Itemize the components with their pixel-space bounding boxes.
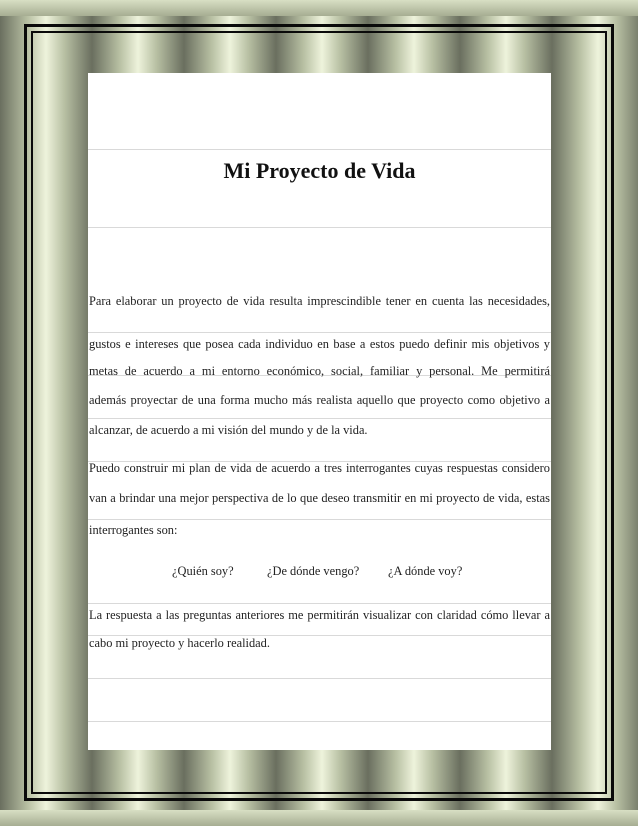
- ruled-line: [88, 678, 551, 679]
- bottom-band: [0, 810, 638, 826]
- question-where-to: ¿A dónde voy?: [388, 564, 463, 578]
- document-page: [88, 73, 551, 750]
- paragraph-1-line: Para elaborar un proyecto de vida resulta imprescindible tener en cuenta las necesidades,: [89, 294, 550, 308]
- paragraph-1-line: gustos e intereses que posea cada individuo en base a estos puedo definir mis objetivos y: [89, 337, 550, 351]
- ruled-line: [88, 332, 551, 333]
- page-title: Mi Proyecto de Vida: [223, 158, 416, 183]
- paragraph-1-line: además proyectar de una forma mucho más realista aquello que proyecto como objetivo a: [89, 393, 550, 407]
- paragraph-3-line: cabo mi proyecto y hacerlo realidad.: [89, 636, 270, 650]
- ruled-line: [88, 418, 551, 419]
- paragraph-2-line: van a brindar una mejor perspectiva de lo que deseo transmitir en mi proyecto de vida, estas: [89, 491, 550, 505]
- ruled-line: [88, 603, 551, 604]
- paragraph-3-line: La respuesta a las preguntas anteriores me permitirán visualizar con claridad cómo llevar a: [89, 608, 550, 622]
- question-who: ¿Quién soy?: [172, 564, 234, 578]
- paragraph-2-line: Puedo construir mi plan de vida de acuerdo a tres interrogantes cuyas respuestas considero: [89, 461, 550, 475]
- top-band: [0, 0, 638, 16]
- paragraph-1-line: metas de acuerdo a mi entorno económico, social, familiar y personal. Me permitirá: [89, 364, 550, 378]
- ruled-line: [88, 519, 551, 520]
- ruled-line: [88, 149, 551, 150]
- ruled-line: [88, 721, 551, 722]
- paragraph-1-line: alcanzar, de acuerdo a mi visión del mundo y de la vida.: [89, 423, 368, 437]
- ruled-line: [88, 227, 551, 228]
- paragraph-2-line: interrogantes son:: [89, 523, 178, 537]
- question-where-from: ¿De dónde vengo?: [267, 564, 360, 578]
